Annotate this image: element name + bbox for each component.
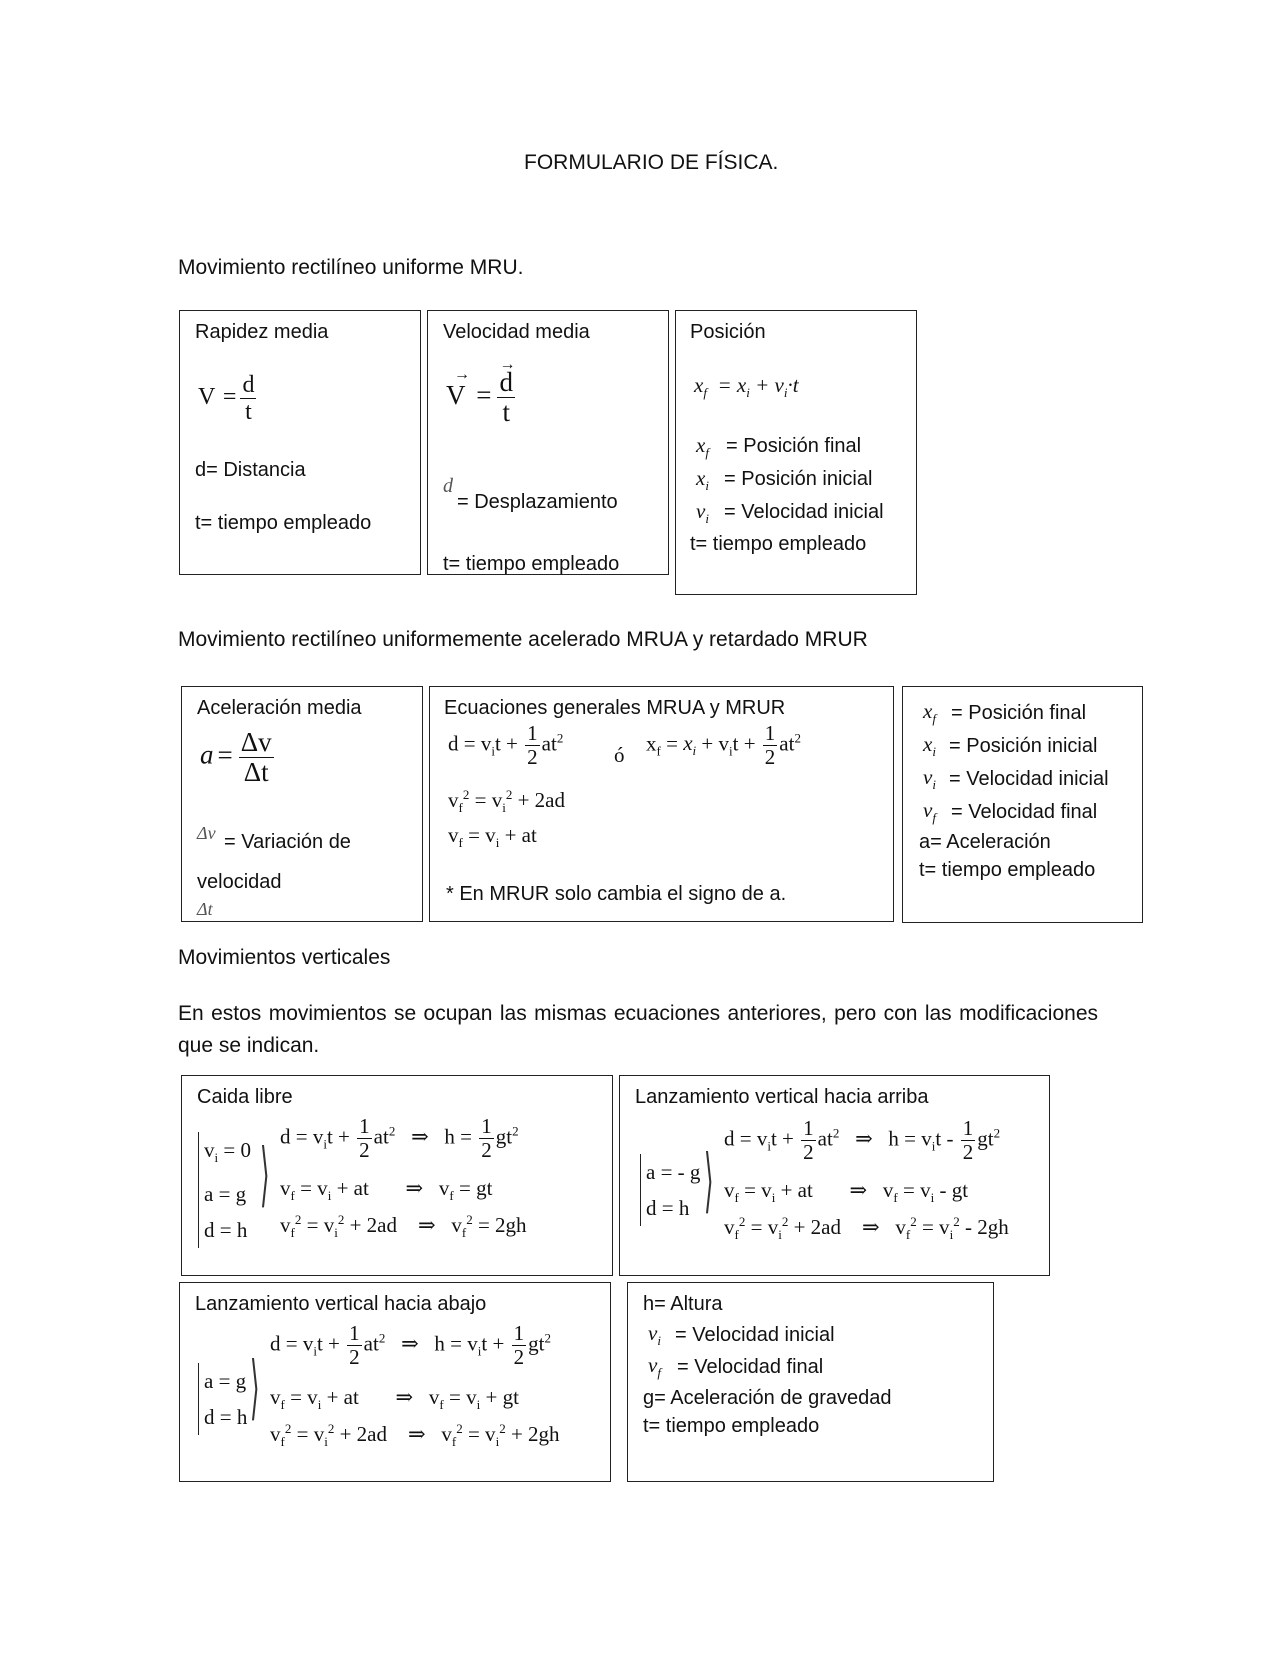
caida-eq3: $v_f^2 = v_i^2 + 2ad$ ⇒ $v_f^2 = 2gh$ (280, 1212, 527, 1241)
arriba-eq1: $d = v_it$ + $\frac{1}{2}$ $at^2$ ⇒ $h = v_it$ - $\frac{1}{2}$ $gt^2$ (724, 1116, 1001, 1164)
posicion-title: Posición (690, 321, 766, 343)
caida-eq1: $d = v_it$ + $\frac{1}{2}$ $at^2$ ⇒ h = $\frac{1}{2}$ $gt^2$ (280, 1114, 519, 1162)
def-desplazamiento: = Desplazamiento (457, 491, 618, 513)
mrur-note: * En MRUR solo cambia el signo de a. (446, 883, 787, 905)
def-variacion: = Variación de (224, 831, 351, 853)
eq-posicion: $x_f = x_i + v_it$ + $\frac{1}{2}$ $at^2$ (646, 721, 801, 769)
mru-heading: Movimiento rectilíneo uniforme MRU. (178, 256, 524, 279)
lanzamiento-abajo-box: Lanzamiento vertical hacia abajo a = g d = h ⟩ $d = v_it$ + $\frac{1}{2}$ $at^2$ ⇒ $h = v_it$ + $\frac{1}{2}$ $gt^2$ $v_f = v_i$ + at ⇒ $v_f = v_i$ + gt $v_f^2 = v_i^2 + 2ad$ ⇒ $v_f^2 = v_i^2 + 2gh$ (179, 1282, 611, 1482)
aceleracion-media-title: Aceleración media (197, 697, 362, 719)
eq-velocidad-final: $v_f = v_i$ + at (448, 823, 537, 851)
caida-eq2: $v_f = v_i$ + at ⇒ $v_f$ = gt (280, 1176, 493, 1204)
legend-a: a= Aceleración (919, 831, 1051, 853)
arriba-eq2: $v_f = v_i$ + at ⇒ $v_f = v_i$ - gt (724, 1178, 969, 1206)
velocidad-media-title: Velocidad media (443, 321, 590, 343)
lanzamiento-arriba-box: Lanzamiento vertical hacia arriba a = - g d = h ⟩ $d = v_it$ + $\frac{1}{2}$ $at^2$ ⇒ $h = v_it$ - $\frac{1}{2}$ $gt^2$ $v_f = v_i$ + at ⇒ $v_f = v_i$ - gt $v_f^2 = v_i^2 + 2ad$ ⇒ $v_f^2 = v_i^2 - 2gh$ (619, 1075, 1050, 1276)
lanzamiento-arriba-title: Lanzamiento vertical hacia arriba (635, 1086, 929, 1108)
legend-xi: = Posición inicial (949, 735, 1098, 757)
def-velocidad: velocidad (197, 871, 282, 893)
def-vi: = Velocidad inicial (724, 501, 884, 523)
eq-distancia: $d = v_it$ + $\frac{1}{2}$ $at^2$ (448, 721, 564, 769)
arriba-eq3: $v_f^2 = v_i^2 + 2ad$ ⇒ $v_f^2 = v_i^2 - 2gh$ (724, 1214, 1009, 1243)
def-distancia: d= Distancia (195, 459, 306, 481)
def-tiempo-vel: t= tiempo empleado (443, 553, 620, 575)
legend-t-vert: t= tiempo empleado (643, 1415, 820, 1437)
vertical-heading: Movimientos verticales (178, 946, 391, 969)
ecuaciones-generales-box (429, 686, 894, 922)
aceleracion-media-box: Aceleración media a = $\frac{\Delta v}{\Delta t}$ Δv = Variación de velocidad Δt (181, 686, 423, 922)
def-xi: = Posición inicial (724, 468, 873, 490)
legend-h: h= Altura (643, 1293, 723, 1315)
def-tiempo: t= tiempo empleado (195, 512, 372, 534)
page-title: FORMULARIO DE FÍSICA. (524, 151, 779, 174)
posicion-box: Posición $x_f = x_i + v_i\cdot t$ $x_f$ = Posición final $x_i$ = Posición inicial $v_i$ = Velocidad inicial t= tiempo empleado (675, 310, 917, 595)
def-t-pos: t= tiempo empleado (690, 533, 867, 555)
vertical-intro: En estos movimientos se ocupan las mismas ecuaciones anteriores, pero con las modificaciones que se indican. (178, 1002, 1098, 1057)
rapidez-media-title: Rapidez media (195, 321, 329, 343)
def-xf: = Posición final (726, 435, 862, 457)
vertical-legend-box: h= Altura $v_i$ = Velocidad inicial $v_f$ = Velocidad final g= Aceleración de gravedad t= tiempo empleado (627, 1282, 994, 1482)
velocidad-formula: V → = d → t (446, 356, 516, 427)
legend-v-final: = Velocidad final (677, 1356, 824, 1378)
abajo-conditions: a = g d = h (198, 1363, 247, 1435)
mrua-legend-box: $x_f$ = Posición final $x_i$ = Posición inicial $v_i$ = Velocidad inicial $v_f$ = Velocidad final a= Aceleración t= tiempo empleado (902, 686, 1143, 923)
eq-connector: ó (614, 743, 625, 767)
legend-v-inicial: = Velocidad inicial (675, 1324, 835, 1346)
velocidad-media-box (427, 310, 669, 575)
eq-velocidad-cuadrado: $v_f^2 = v_i^2 + 2ad$ (448, 787, 566, 816)
ecuaciones-generales-title: Ecuaciones generales MRUA y MRUR (444, 697, 786, 719)
abajo-eq2: $v_f = v_i$ + at ⇒ $v_f = v_i$ + gt (270, 1385, 519, 1413)
aceleracion-formula: a = $\frac{\Delta v}{\Delta t}$ (200, 727, 272, 787)
rapidez-formula: V = $\frac{d}{t}$ (198, 372, 255, 425)
caida-libre-title: Caida libre (197, 1086, 293, 1108)
mrua-heading: Movimiento rectilíneo uniformemente acelerado MRUA y retardado MRUR (178, 628, 868, 651)
rapidez-media-box (179, 310, 421, 575)
legend-xf: = Posición final (951, 702, 1087, 724)
desplazamiento-symbol: d (443, 475, 453, 497)
posicion-formula: $x_f = x_i + v_i\cdot t$ (694, 373, 799, 401)
abajo-eq1: $d = v_it$ + $\frac{1}{2}$ $at^2$ ⇒ $h = v_it$ + $\frac{1}{2}$ $gt^2$ (270, 1321, 551, 1369)
legend-vi: = Velocidad inicial (949, 768, 1109, 790)
legend-vf: = Velocidad final (951, 801, 1098, 823)
arriba-conditions: a = - g d = h (640, 1154, 700, 1226)
legend-g: g= Aceleración de gravedad (643, 1387, 892, 1409)
legend-t: t= tiempo empleado (919, 859, 1096, 881)
caida-conditions: $v_i = 0$ a = g d = h (198, 1132, 251, 1248)
abajo-eq3: $v_f^2 = v_i^2 + 2ad$ ⇒ $v_f^2 = v_i^2 + 2gh$ (270, 1421, 560, 1450)
lanzamiento-abajo-title: Lanzamiento vertical hacia abajo (195, 1293, 487, 1315)
caida-libre-box: Caida libre $v_i = 0$ a = g d = h ⟩ $d = v_it$ + $\frac{1}{2}$ $at^2$ ⇒ h = $\frac{1}{2}$ $gt^2$ $v_f = v_i$ + at ⇒ $v_f$ = gt $v_f^2 = v_i^2 + 2ad$ ⇒ $v_f^2 = 2gh$ (181, 1075, 613, 1276)
